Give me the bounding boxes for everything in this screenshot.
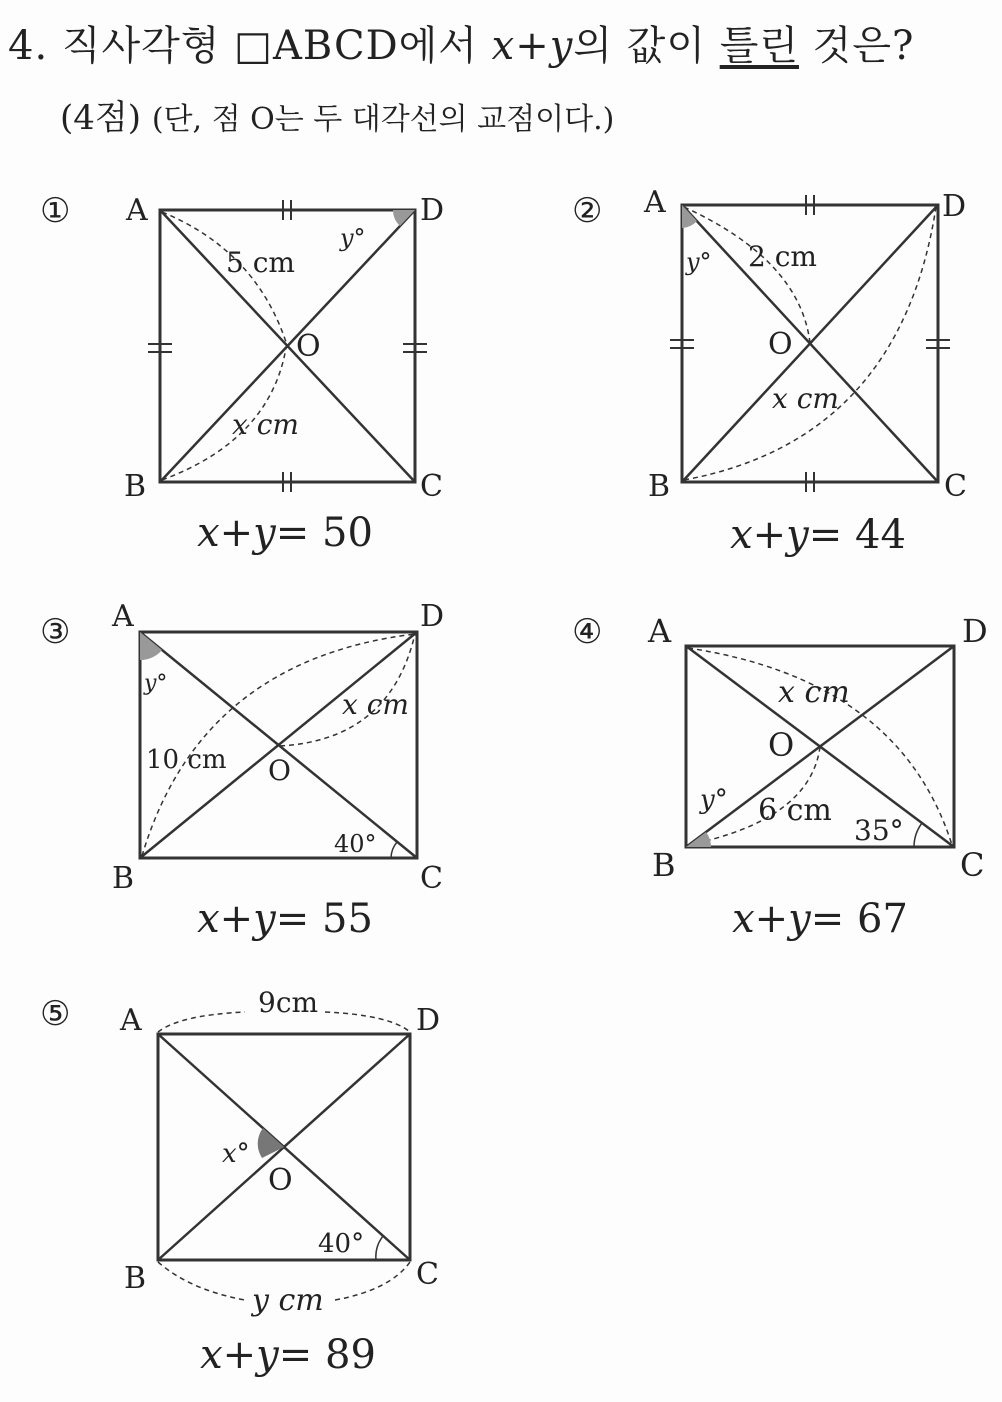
vertex-label-c: C <box>944 469 967 504</box>
annotation-length: 2 cm <box>748 240 817 273</box>
figure-5 <box>158 1012 410 1300</box>
annotation-x: x cm <box>232 408 299 441</box>
annotation-y: y° <box>340 224 366 252</box>
vertex-label-c: C <box>960 846 985 884</box>
center-label-o: O <box>296 329 321 364</box>
question-note: (단, 점 O는 두 대각선의 교점이다.) <box>151 102 615 137</box>
angle-marker-y <box>393 210 415 226</box>
center-label-o: O <box>768 327 793 362</box>
center-label-o: O <box>268 1163 293 1198</box>
vertex-label-c: C <box>416 1257 439 1292</box>
angle-arc-35 <box>914 823 922 847</box>
angle-arc-40 <box>376 1236 383 1260</box>
annotation-x: x° <box>222 1139 250 1169</box>
annotation-x: x cm <box>772 382 839 415</box>
formula-left: x+y= <box>197 510 310 556</box>
vertex-label-a: A <box>126 193 148 228</box>
vertex-label-b: B <box>648 469 671 504</box>
dotted-arc-top-left <box>158 1012 245 1032</box>
vertex-label-a: A <box>120 1003 142 1038</box>
vertex-label-d: D <box>416 1003 441 1038</box>
annotation-top-length: 9cm <box>258 986 319 1019</box>
annotation-length: 10 cm <box>146 745 227 775</box>
formula-value: 55 <box>322 896 373 942</box>
formula-left: x+y= <box>732 896 845 942</box>
vertex-label-d: D <box>420 193 445 228</box>
vertex-label-b: B <box>652 846 676 884</box>
choice-marker: ① <box>40 191 71 231</box>
dotted-arc-bottom-right <box>335 1262 410 1300</box>
annotation-x: x cm <box>342 688 409 721</box>
vertex-label-a: A <box>112 599 134 634</box>
formula-left: x+y= <box>730 512 843 558</box>
dotted-arc-bottom-left <box>158 1262 245 1300</box>
vertex-label-b: B <box>112 861 135 896</box>
annotation-y: y° <box>144 671 168 696</box>
question-text-before: 직사각형 □ABCD에서 <box>61 23 492 69</box>
annotation-length: 6 cm <box>758 793 832 828</box>
vertex-label-a: A <box>644 185 666 220</box>
angle-marker-y <box>682 205 697 228</box>
angle-arc-40 <box>391 842 397 858</box>
vertex-label-d: D <box>942 189 967 224</box>
formula-value: 44 <box>855 512 906 558</box>
question-text-after: 것은? <box>798 23 915 69</box>
figure-1 <box>148 200 427 492</box>
vertex-label-b: B <box>124 1261 147 1296</box>
annotation-angle: 35° <box>854 814 904 847</box>
question-expr: x+y <box>491 23 574 69</box>
annotation-y: y cm <box>252 1283 324 1318</box>
choice-marker: ⑤ <box>40 994 71 1034</box>
formula-choice-2 <box>730 512 906 558</box>
center-label-o: O <box>268 754 291 787</box>
choice-marker: ③ <box>40 612 71 652</box>
vertex-label-c: C <box>420 469 443 504</box>
choice-marker: ② <box>572 191 603 231</box>
annotation-x: x cm <box>778 675 850 710</box>
vertex-label-a: A <box>648 612 672 650</box>
formula-choice-4 <box>732 896 908 942</box>
dotted-arc-top-right <box>325 1012 410 1032</box>
annotation-y: y° <box>700 785 728 815</box>
annotation-angle: 40° <box>318 1229 365 1259</box>
choice-marker: ④ <box>572 612 603 652</box>
question-emphasis: 틀린 <box>719 23 799 69</box>
center-label-o: O <box>768 726 795 764</box>
annotation-length: 5 cm <box>226 246 295 279</box>
angle-marker-y <box>686 832 711 847</box>
formula-choice-1 <box>197 510 373 556</box>
vertex-label-c: C <box>420 861 443 896</box>
formula-choice-3 <box>197 896 373 942</box>
formula-value: 89 <box>325 1332 376 1378</box>
vertex-label-b: B <box>124 469 147 504</box>
formula-value: 50 <box>322 510 373 556</box>
vertex-label-d: D <box>420 599 445 634</box>
question-number: 4. <box>8 23 49 69</box>
formula-left: x+y= <box>200 1332 313 1378</box>
formula-value: 67 <box>857 896 908 942</box>
vertex-label-d: D <box>962 612 988 650</box>
annotation-y: y° <box>686 248 712 276</box>
formula-choice-5 <box>200 1332 376 1378</box>
question-points: (4점) <box>60 98 142 138</box>
formula-left: x+y= <box>197 896 310 942</box>
annotation-angle: 40° <box>334 830 377 858</box>
question-text-mid: 의 값이 <box>573 23 720 69</box>
